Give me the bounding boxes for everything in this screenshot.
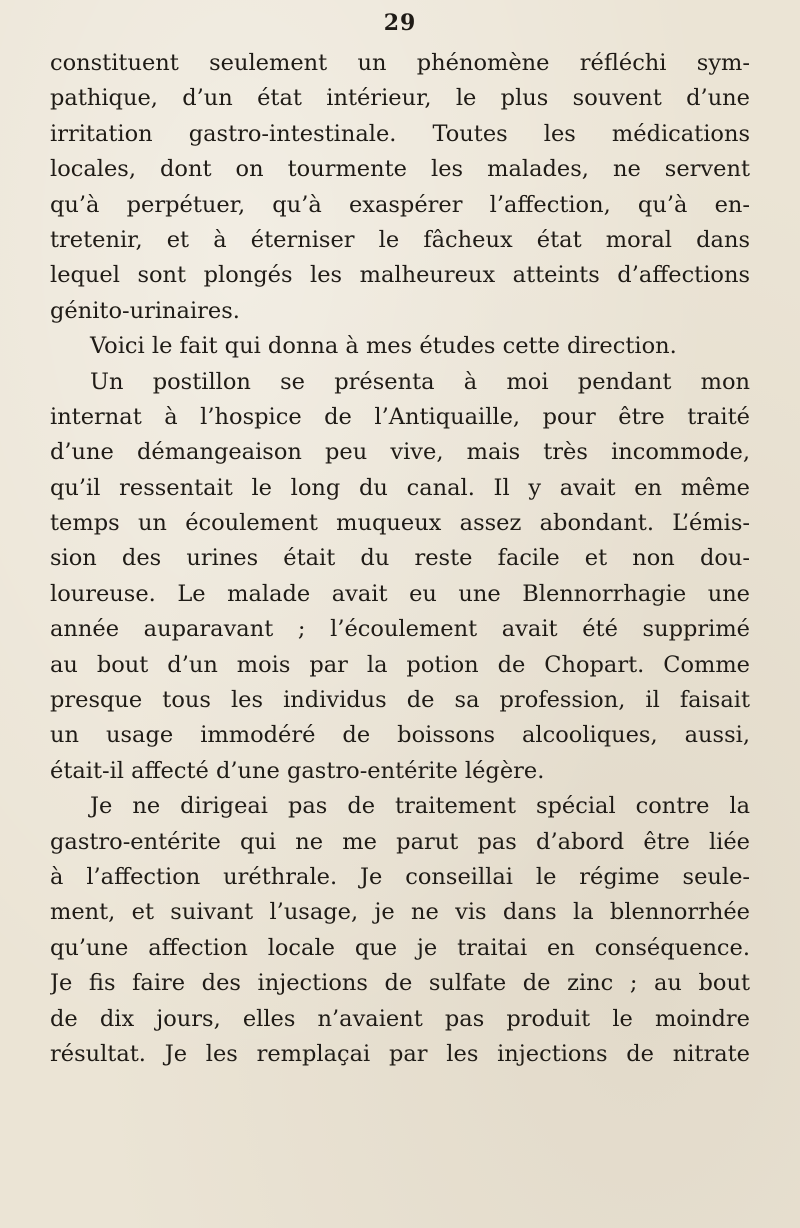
page-number: 29 [383, 10, 417, 36]
text-line: Je fis faire des injections de sulfate de zinc ; au bout [50, 970, 750, 997]
text-line: qu’à perpétuer, qu’à exaspérer l’affection, qu’à en- [50, 191, 750, 218]
text-line: tretenir, et à éterniser le fâcheux état moral dans [50, 226, 750, 253]
body-text [50, 46, 750, 1072]
paragraph-start-line: Je ne dirigeai pas de traitement spécial contre la [90, 793, 750, 820]
paragraph-end-line: était-il affecté d’une gastro-entérite légère. [50, 757, 545, 784]
text-line: résultat. Je les remplaçai par les injections de nitrate [50, 1040, 750, 1067]
text-line: constituent seulement un phénomène réfléchi sym- [50, 50, 750, 76]
text-line: à l’affection uréthrale. Je conseillai le régime seule- [50, 863, 750, 890]
text-line: pathique, d’un état intérieur, le plus souvent d’une [50, 85, 750, 112]
paragraph-start-line: Un postillon se présenta à moi pendant mon [90, 368, 750, 395]
paragraph-start-line: Voici le fait qui donna à mes études cette direction. [90, 333, 677, 360]
text-line: qu’il ressentait le long du canal. Il y avait en même [50, 474, 750, 501]
text-line: de dix jours, elles n’avaient pas produit le moindre [50, 1005, 750, 1032]
text-line: irritation gastro-intestinale. Toutes les médications [50, 120, 750, 147]
text-line: gastro-entérite qui ne me parut pas d’abord être liée [50, 828, 750, 855]
text-line: au bout d’un mois par la potion de Chopart. Comme [50, 651, 750, 678]
text-line: sion des urines était du reste facile et non dou- [50, 545, 750, 572]
text-line: un usage immodéré de boissons alcooliques, aussi, [50, 722, 750, 749]
text-line: locales, dont on tourmente les malades, ne servent [50, 156, 750, 183]
text-line: lequel sont plongés les malheureux atteints d’affections [50, 262, 750, 289]
text-line: année auparavant ; l’écoulement avait été supprimé [50, 616, 750, 643]
text-line: internat à l’hospice de l’Antiquaille, pour être traité [50, 403, 750, 430]
text-line: d’une démangeaison peu vive, mais très incommode, [50, 439, 750, 466]
text-line: temps un écoulement muqueux assez abondant. L’émis- [50, 510, 750, 537]
text-line: presque tous les individus de sa profession, il faisait [50, 687, 750, 714]
text-line: loureuse. Le malade avait eu une Blennorrhagie une [50, 580, 750, 607]
paragraph-end-line: génito-urinaires. [50, 297, 240, 324]
text-line: ment, et suivant l’usage, je ne vis dans la blennorrhée [50, 899, 750, 926]
text-line: qu’une affection locale que je traitai en conséquence. [50, 934, 750, 961]
